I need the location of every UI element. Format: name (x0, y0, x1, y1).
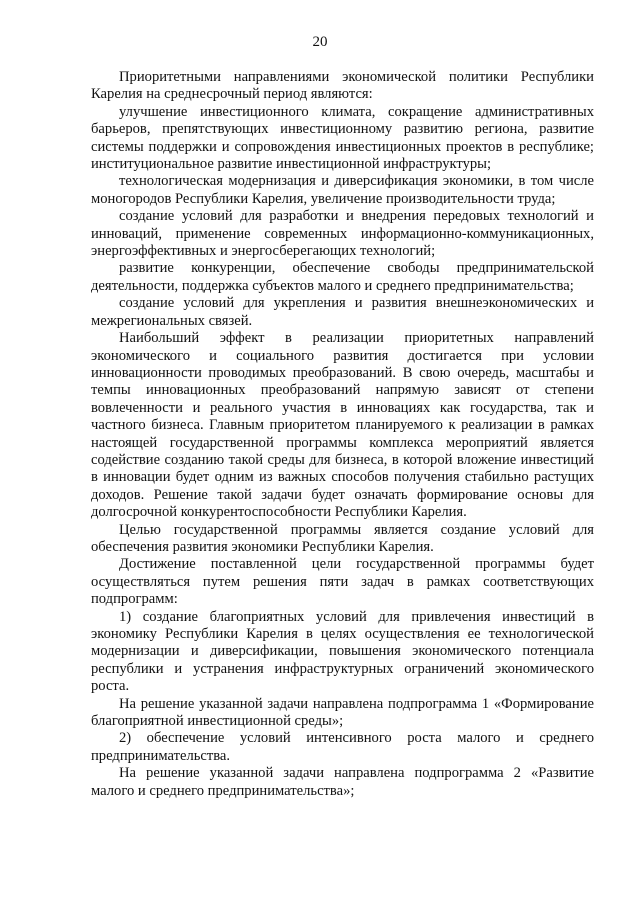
paragraph-competition: развитие конкуренции, обеспечение свободы предпринимательской деятельности, поддержка субъектов малого и среднего предпринимательства; (91, 260, 594, 294)
paragraph-task-1: 1) создание благоприятных условий для привлечения инвестиций в экономику Республики Карелия в целях осуществления ее технологической модернизации и диверсификации, повышения экономического потенциала республики и устранения инфраструктурных ограничений экономического роста. (91, 608, 594, 695)
paragraph-modernization: технологическая модернизация и диверсификация экономики, в том числе моногородов Республики Карелия, увеличение производительности труда; (91, 173, 594, 207)
paragraph-program-goal: Целью государственной программы является создание условий для обеспечения развития экономики Республики Карелия. (91, 521, 594, 555)
paragraph-priorities-intro: Приоритетными направлениями экономической политики Республики Карелия на среднесрочный период являются: (91, 69, 594, 103)
page-number: 20 (312, 34, 328, 50)
paragraph-technologies: создание условий для разработки и внедрения передовых технологий и инноваций, применение современных информационно-коммуникационных, энергоэффективных и энергосберегающих технологий; (91, 208, 594, 260)
paragraph-tasks-intro: Достижение поставленной цели государственной программы будет осуществляться путем решения пяти задач в рамках соответствующих подпрограмм: (91, 556, 594, 608)
paragraph-external-relations: создание условий для укрепления и развития внешнеэкономических и межрегиональных связей. (91, 295, 594, 329)
paragraph-investment-climate: улучшение инвестиционного климата, сокращение административных барьеров, препятствующих инвестиционному развитию региона, развитие системы поддержки и сопровождения инвестиционных проектов в республике; институциональное развитие инвестиционной инфраструктуры; (91, 103, 594, 173)
paragraph-subprogram-1: На решение указанной задачи направлена подпрограмма 1 «Формирование благоприятной инвестиционной среды»; (91, 695, 594, 730)
document-body (91, 69, 594, 800)
paragraph-innovation-effect: Наибольший эффект в реализации приоритетных направлений экономического и социального развития достигается при условии инновационности проводимых преобразований. В свою очередь, масштабы и темпы инновационных преобразований напрямую зависят от степени вовлеченности и реального участия в инновациях как государства, так и частного бизнеса. Главным приоритетом планируемого к реализации в рамках настоящей государственной программы комплекса мероприятий является содействие созданию такой среды для бизнеса, в которой вложение инвестиций в инновации будет одним из важных способов получения стабильно растущих доходов. Решение такой задачи будет означать формирование основы для долгосрочной конкурентоспособности Республики Карелия. (91, 330, 594, 521)
paragraph-task-2: 2) обеспечение условий интенсивного роста малого и среднего предпринимательства. (91, 730, 594, 764)
paragraph-subprogram-2: На решение указанной задачи направлена подпрограмма 2 «Развитие малого и среднего предпринимательства»; (91, 765, 594, 799)
